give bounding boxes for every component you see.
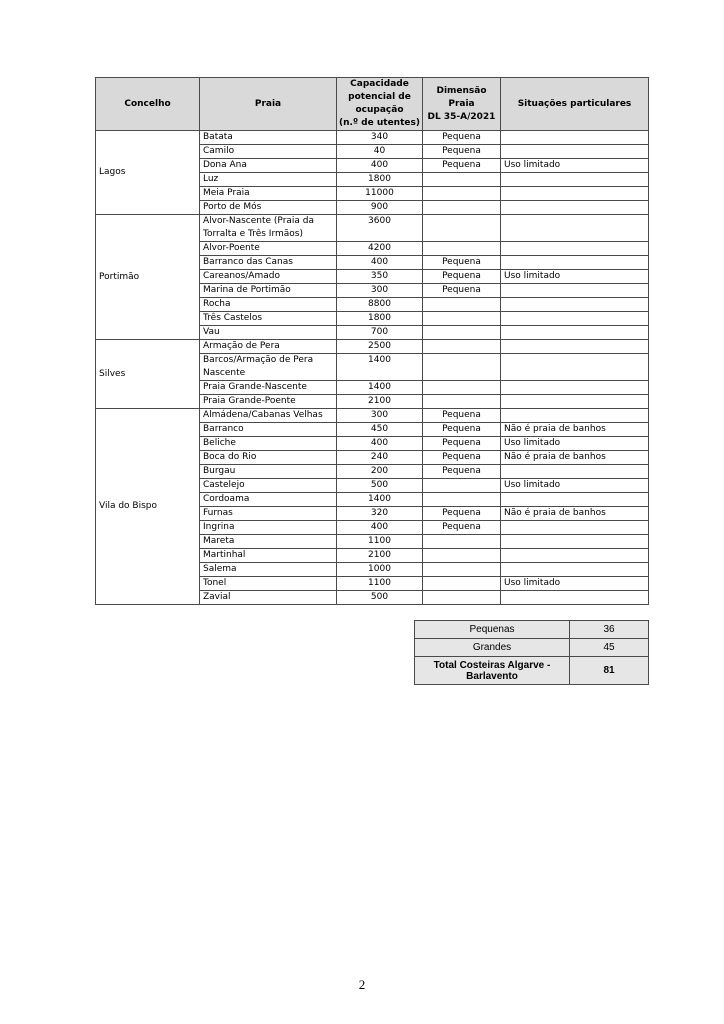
capacidade-cell: 1100	[337, 577, 423, 591]
header-situacoes: Situações particulares	[501, 78, 649, 131]
capacidade-cell: 8800	[337, 298, 423, 312]
dimensao-cell: Pequena	[423, 507, 501, 521]
praia-cell: Três Castelos	[200, 312, 337, 326]
table-row	[96, 340, 649, 354]
dimensao-cell: Pequena	[423, 270, 501, 284]
dimensao-cell	[423, 563, 501, 577]
situacao-cell	[501, 591, 649, 605]
dimensao-cell	[423, 312, 501, 326]
situacao-cell: Não é praia de banhos	[501, 451, 649, 465]
dimensao-cell: Pequena	[423, 437, 501, 451]
dimensao-cell	[423, 591, 501, 605]
summary-label: Grandes	[415, 639, 570, 657]
dimensao-cell: Pequena	[423, 145, 501, 159]
capacidade-cell: 1400	[337, 354, 423, 381]
praia-cell: Burgau	[200, 465, 337, 479]
praia-cell: Careanos/Amado	[200, 270, 337, 284]
situacao-cell	[501, 173, 649, 187]
dimensao-cell	[423, 395, 501, 409]
dimensao-cell: Pequena	[423, 131, 501, 145]
praia-cell: Zavial	[200, 591, 337, 605]
situacao-cell	[501, 493, 649, 507]
praia-cell: Castelejo	[200, 479, 337, 493]
situacao-cell	[501, 521, 649, 535]
situacao-cell	[501, 298, 649, 312]
situacao-cell	[501, 145, 649, 159]
summary-total-value: 81	[570, 657, 649, 685]
summary-total-label: Total Costeiras Algarve - Barlavento	[415, 657, 570, 685]
situacao-cell	[501, 535, 649, 549]
praia-cell: Martinhal	[200, 549, 337, 563]
situacao-cell	[501, 563, 649, 577]
summary-label: Pequenas	[415, 621, 570, 639]
capacidade-cell: 500	[337, 479, 423, 493]
dimensao-cell	[423, 381, 501, 395]
dimensao-cell	[423, 354, 501, 381]
capacidade-cell: 340	[337, 131, 423, 145]
capacidade-cell: 1800	[337, 312, 423, 326]
concelho-cell: Lagos	[96, 131, 200, 215]
praia-cell: Beliche	[200, 437, 337, 451]
situacao-cell	[501, 215, 649, 242]
praia-cell: Dona Ana	[200, 159, 337, 173]
dimensao-cell	[423, 577, 501, 591]
capacidade-cell: 400	[337, 521, 423, 535]
situacao-cell: Uso limitado	[501, 159, 649, 173]
capacidade-cell: 400	[337, 159, 423, 173]
capacidade-cell: 350	[337, 270, 423, 284]
dimensao-cell	[423, 340, 501, 354]
capacidade-cell: 2100	[337, 395, 423, 409]
praia-cell: Luz	[200, 173, 337, 187]
situacao-cell: Uso limitado	[501, 479, 649, 493]
capacidade-cell: 3600	[337, 215, 423, 242]
situacao-cell	[501, 242, 649, 256]
capacidade-cell: 2500	[337, 340, 423, 354]
capacidade-cell: 1800	[337, 173, 423, 187]
dimensao-cell: Pequena	[423, 465, 501, 479]
situacao-cell	[501, 549, 649, 563]
situacao-cell: Uso limitado	[501, 577, 649, 591]
header-capacidade: Capacidade potencial de ocupação (n.º de utentes)	[337, 78, 423, 131]
situacao-cell	[501, 326, 649, 340]
summary-row-total	[415, 657, 649, 685]
situacao-cell: Não é praia de banhos	[501, 423, 649, 437]
dimensao-cell: Pequena	[423, 409, 501, 423]
situacao-cell	[501, 284, 649, 298]
dimensao-cell	[423, 493, 501, 507]
dimensao-cell: Pequena	[423, 284, 501, 298]
dimensao-cell	[423, 173, 501, 187]
situacao-cell	[501, 187, 649, 201]
praia-cell: Rocha	[200, 298, 337, 312]
praia-cell: Almádena/Cabanas Velhas	[200, 409, 337, 423]
capacidade-cell: 240	[337, 451, 423, 465]
praia-cell: Cordoama	[200, 493, 337, 507]
capacidade-cell: 4200	[337, 242, 423, 256]
capacidade-cell: 1000	[337, 563, 423, 577]
dimensao-cell: Pequena	[423, 423, 501, 437]
praia-cell: Mareta	[200, 535, 337, 549]
situacao-cell	[501, 395, 649, 409]
situacao-cell	[501, 354, 649, 381]
beaches-table	[95, 77, 649, 605]
header-dimensao: Dimensão Praia DL 35-A/2021	[423, 78, 501, 131]
praia-cell: Marina de Portimão	[200, 284, 337, 298]
dimensao-cell	[423, 201, 501, 215]
situacao-cell	[501, 340, 649, 354]
table-row	[96, 409, 649, 423]
table-body	[96, 131, 649, 605]
praia-cell: Batata	[200, 131, 337, 145]
capacidade-cell: 1100	[337, 535, 423, 549]
capacidade-cell: 11000	[337, 187, 423, 201]
dimensao-cell	[423, 187, 501, 201]
dimensao-cell	[423, 298, 501, 312]
situacao-cell: Uso limitado	[501, 437, 649, 451]
header-concelho: Concelho	[96, 78, 200, 131]
praia-cell: Praia Grande-Poente	[200, 395, 337, 409]
dimensao-cell: Pequena	[423, 159, 501, 173]
situacao-cell: Uso limitado	[501, 270, 649, 284]
summary-row-grandes	[415, 639, 649, 657]
page-number: 2	[358, 977, 366, 992]
dimensao-cell	[423, 242, 501, 256]
dimensao-cell	[423, 535, 501, 549]
praia-cell: Salema	[200, 563, 337, 577]
praia-cell: Ingrina	[200, 521, 337, 535]
situacao-cell	[501, 131, 649, 145]
situacao-cell	[501, 312, 649, 326]
capacidade-cell: 900	[337, 201, 423, 215]
capacidade-cell: 700	[337, 326, 423, 340]
capacidade-cell: 320	[337, 507, 423, 521]
praia-cell: Barcos/Armação de Pera Nascente	[200, 354, 337, 381]
praia-cell: Furnas	[200, 507, 337, 521]
situacao-cell	[501, 201, 649, 215]
table-header-row	[96, 78, 649, 131]
situacao-cell	[501, 465, 649, 479]
capacidade-cell: 400	[337, 256, 423, 270]
dimensao-cell	[423, 326, 501, 340]
praia-cell: Alvor-Poente	[200, 242, 337, 256]
capacidade-cell: 300	[337, 409, 423, 423]
summary-row-pequenas	[415, 621, 649, 639]
capacidade-cell: 2100	[337, 549, 423, 563]
praia-cell: Barranco das Canas	[200, 256, 337, 270]
dimensao-cell: Pequena	[423, 451, 501, 465]
capacidade-cell: 500	[337, 591, 423, 605]
capacidade-cell: 400	[337, 437, 423, 451]
concelho-cell: Portimão	[96, 215, 200, 340]
dimensao-cell	[423, 549, 501, 563]
concelho-cell: Silves	[96, 340, 200, 409]
situacao-cell: Não é praia de banhos	[501, 507, 649, 521]
situacao-cell	[501, 381, 649, 395]
table-row	[96, 131, 649, 145]
praia-cell: Praia Grande-Nascente	[200, 381, 337, 395]
praia-cell: Armação de Pera	[200, 340, 337, 354]
header-praia: Praia	[200, 78, 337, 131]
capacidade-cell: 450	[337, 423, 423, 437]
capacidade-cell: 1400	[337, 493, 423, 507]
summary-table	[414, 620, 649, 685]
capacidade-cell: 300	[337, 284, 423, 298]
capacidade-cell: 1400	[337, 381, 423, 395]
praia-cell: Vau	[200, 326, 337, 340]
table-row	[96, 215, 649, 242]
dimensao-cell: Pequena	[423, 256, 501, 270]
praia-cell: Meia Praia	[200, 187, 337, 201]
dimensao-cell	[423, 215, 501, 242]
praia-cell: Alvor-Nascente (Praia da Torralta e Três Irmãos)	[200, 215, 337, 242]
capacidade-cell: 200	[337, 465, 423, 479]
situacao-cell	[501, 256, 649, 270]
praia-cell: Tonel	[200, 577, 337, 591]
praia-cell: Porto de Mós	[200, 201, 337, 215]
summary-value: 36	[570, 621, 649, 639]
praia-cell: Camilo	[200, 145, 337, 159]
dimensao-cell	[423, 479, 501, 493]
summary-value: 45	[570, 639, 649, 657]
dimensao-cell: Pequena	[423, 521, 501, 535]
praia-cell: Boca do Rio	[200, 451, 337, 465]
praia-cell: Barranco	[200, 423, 337, 437]
concelho-cell: Vila do Bispo	[96, 409, 200, 605]
situacao-cell	[501, 409, 649, 423]
capacidade-cell: 40	[337, 145, 423, 159]
